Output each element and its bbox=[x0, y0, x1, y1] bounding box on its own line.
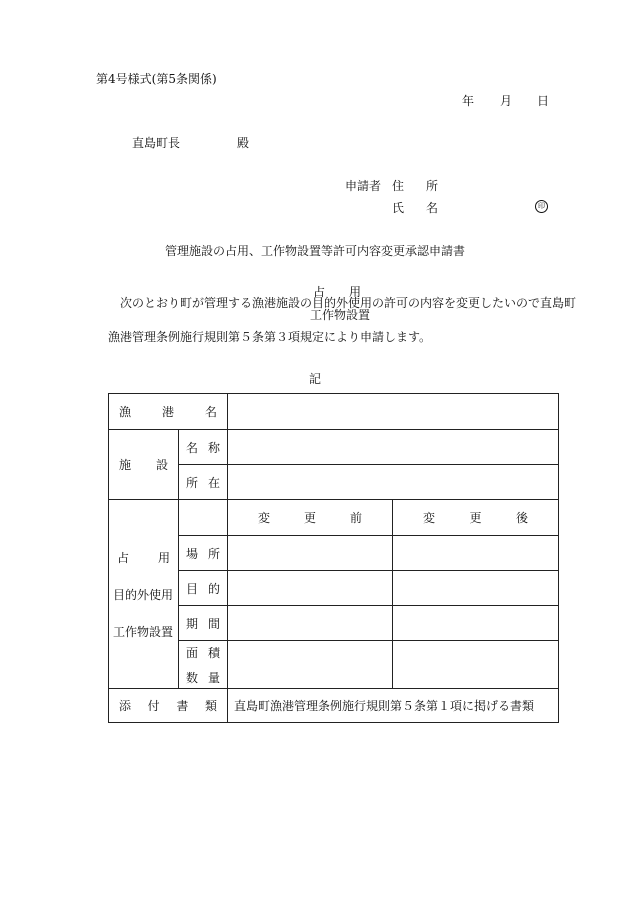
port-name-char-2: 港 bbox=[162, 405, 175, 419]
attachments-char-2: 付 bbox=[147, 699, 160, 713]
after-char-3: 後 bbox=[515, 511, 528, 525]
addressee-honorific: 殿 bbox=[237, 136, 250, 150]
facility-name-value-cell[interactable] bbox=[228, 430, 559, 465]
purpose-char-1: 目 bbox=[186, 581, 199, 596]
name-label-1: 氏 bbox=[392, 201, 405, 215]
period-before-cell[interactable] bbox=[228, 606, 393, 641]
quantity-char-1: 数 bbox=[186, 670, 199, 685]
stacked-top-text: 占 用 bbox=[313, 285, 362, 299]
facility-char-1: 施 bbox=[119, 458, 132, 472]
area-quantity-after-cell[interactable] bbox=[393, 641, 559, 689]
body-line-2: 漁港管理条例施行規則第５条第３項規定により申請します。 bbox=[108, 330, 432, 344]
before-char-1: 変 bbox=[258, 511, 271, 525]
attachments-char-3: 書 bbox=[176, 699, 189, 713]
facility-location-value-cell[interactable] bbox=[228, 465, 559, 500]
period-char-1: 期 bbox=[186, 616, 199, 631]
port-name-label-cell bbox=[109, 394, 228, 430]
stacked-bottom-text: 工作物設置 bbox=[310, 308, 371, 322]
place-after-cell[interactable] bbox=[393, 536, 559, 571]
seal-mark: 印 bbox=[535, 200, 548, 213]
attachments-char-4: 類 bbox=[204, 699, 217, 713]
row-change-header bbox=[109, 500, 559, 536]
area-quantity-label-cell bbox=[179, 641, 228, 689]
purpose-after-cell[interactable] bbox=[393, 571, 559, 606]
ki-heading: 記 bbox=[308, 372, 321, 386]
date-year: 年 bbox=[462, 94, 475, 108]
purpose-before-cell[interactable] bbox=[228, 571, 393, 606]
usage-line3: 工作物設置 bbox=[113, 624, 174, 639]
usage-label-cell bbox=[109, 500, 179, 689]
before-char-3: 前 bbox=[349, 511, 362, 525]
usage-line1-char-2: 用 bbox=[157, 550, 170, 565]
change-header-blank-cell bbox=[179, 500, 228, 536]
facility-name-char-2: 称 bbox=[208, 440, 221, 455]
facility-location-char-1: 所 bbox=[186, 475, 199, 490]
area-char-1: 面 bbox=[186, 645, 199, 660]
quantity-char-2: 量 bbox=[208, 670, 221, 685]
before-change-header-cell bbox=[228, 500, 393, 536]
period-after-cell[interactable] bbox=[393, 606, 559, 641]
document-title: 管理施設の占用、工作物設置等許可内容変更承認申請書 bbox=[164, 244, 465, 258]
attachments-label-cell bbox=[109, 689, 228, 723]
applicant-label: 申請者 bbox=[345, 179, 382, 193]
before-char-2: 更 bbox=[304, 511, 317, 525]
period-char-2: 間 bbox=[208, 616, 221, 631]
after-char-2: 更 bbox=[469, 511, 482, 525]
date-day: 日 bbox=[537, 94, 550, 108]
facility-char-2: 設 bbox=[155, 458, 168, 472]
row-attachments bbox=[109, 689, 559, 723]
facility-location-label-cell bbox=[179, 465, 228, 500]
after-char-1: 変 bbox=[423, 511, 436, 525]
address-label-1: 住 bbox=[392, 179, 405, 193]
place-char-2: 所 bbox=[208, 546, 221, 561]
address-label-2: 所 bbox=[426, 179, 439, 193]
row-facility-name bbox=[109, 430, 559, 465]
port-name-char-3: 名 bbox=[205, 405, 218, 419]
area-char-2: 積 bbox=[208, 645, 221, 660]
row-port-name bbox=[109, 394, 559, 430]
name-label-2: 名 bbox=[426, 201, 439, 215]
period-label-cell bbox=[179, 606, 228, 641]
date-month: 月 bbox=[500, 94, 513, 108]
port-name-char-1: 漁 bbox=[119, 405, 132, 419]
place-label-cell bbox=[179, 536, 228, 571]
place-before-cell[interactable] bbox=[228, 536, 393, 571]
usage-line2: 目的外使用 bbox=[113, 587, 174, 602]
attachments-value: 直島町漁港管理条例施行規則第５条第１項に掲げる書類 bbox=[228, 689, 559, 723]
purpose-char-2: 的 bbox=[208, 581, 221, 596]
place-char-1: 場 bbox=[186, 546, 199, 561]
facility-name-char-1: 名 bbox=[186, 440, 199, 455]
attachments-char-1: 添 bbox=[119, 699, 132, 713]
usage-line1-char-1: 占 bbox=[117, 550, 130, 565]
area-quantity-before-cell[interactable] bbox=[228, 641, 393, 689]
after-change-header-cell bbox=[393, 500, 559, 536]
form-number: 第4号様式(第5条関係) bbox=[96, 72, 217, 86]
facility-name-label-cell bbox=[179, 430, 228, 465]
purpose-label-cell bbox=[179, 571, 228, 606]
addressee-name: 直島町長 bbox=[132, 136, 181, 150]
facility-label-cell bbox=[109, 430, 179, 500]
facility-location-char-2: 在 bbox=[208, 475, 221, 490]
body-line-1: 次のとおり町が管理する漁港施設の目的外使用の許可の内容を変更したいので直島町 bbox=[120, 296, 577, 310]
port-name-value-cell[interactable] bbox=[228, 394, 559, 430]
application-table bbox=[108, 393, 559, 723]
